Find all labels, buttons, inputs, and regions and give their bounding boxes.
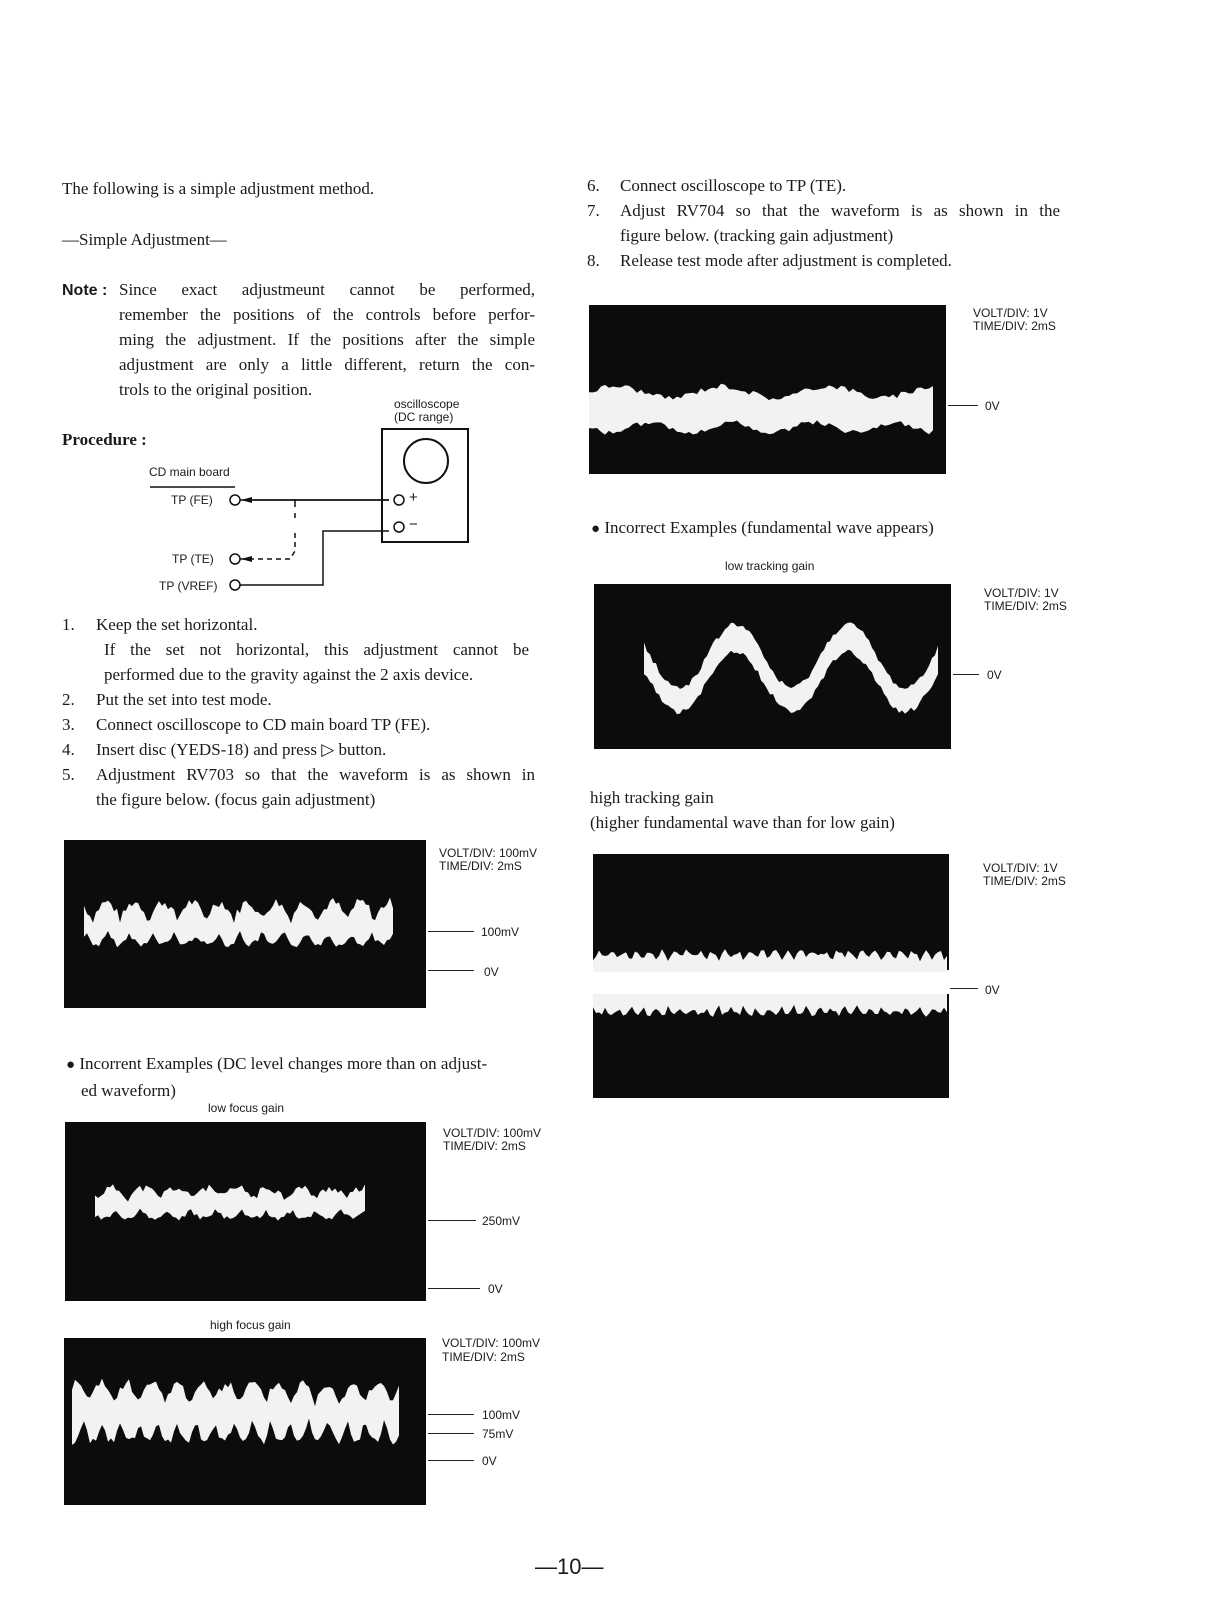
step-text: Connect oscilloscope to TP (TE).	[620, 176, 847, 195]
time-div-label: TIME/DIV: 2mS	[984, 599, 1067, 613]
scope-waveform	[64, 1338, 426, 1505]
time-div-label: TIME/DIV: 2mS	[439, 859, 522, 873]
scope-focus-adjusted	[64, 840, 426, 1008]
plus-terminal: +	[409, 489, 418, 506]
high-focus-caption: high focus gain	[210, 1318, 291, 1332]
step-item	[587, 173, 1067, 198]
page-number: —10—	[535, 1554, 604, 1579]
scope-waveform	[65, 1122, 426, 1301]
low-tracking-caption: low tracking gain	[725, 559, 815, 573]
step-text: performed due to the gravity against the 2 axis device.	[104, 665, 474, 684]
level-tick	[428, 1288, 480, 1289]
scope-low-focus-gain	[65, 1122, 426, 1301]
step-item	[62, 712, 542, 737]
dc-range-label: (DC range)	[394, 410, 454, 424]
intro-text: The following is a simple adjustment method.	[62, 179, 375, 198]
scope-high-focus-gain	[64, 1338, 426, 1505]
time-div-label: TIME/DIV: 2mS	[442, 1350, 525, 1364]
tp-fe-label: TP (FE)	[171, 493, 213, 507]
level-label: 0V	[985, 983, 1000, 997]
level-label: 0V	[482, 1454, 497, 1468]
tp-te-label: TP (TE)	[172, 552, 214, 566]
connection-diagram	[140, 395, 480, 600]
time-div-label: TIME/DIV: 2mS	[973, 319, 1056, 333]
procedure-heading: Procedure :	[62, 430, 147, 449]
incorrect-examples-focus	[66, 1051, 487, 1103]
scope-waveform	[593, 854, 949, 1098]
level-label: 100mV	[481, 925, 520, 939]
note-label: Note :	[62, 282, 108, 299]
step-item	[587, 198, 1067, 248]
note-line: adjustment are only a little different, return the con-	[119, 355, 535, 374]
steps-left	[62, 612, 542, 812]
scope-waveform	[589, 305, 946, 474]
step-item	[62, 687, 542, 712]
step-number: 2.	[62, 690, 75, 709]
level-label: 0V	[985, 399, 1000, 413]
level-label: 0V	[987, 668, 1002, 682]
level-tick	[428, 970, 474, 971]
step-text: Connect oscilloscope to CD main board TP (FE).	[96, 715, 431, 734]
time-div-label: TIME/DIV: 2mS	[983, 874, 1066, 888]
section-heading: —Simple Adjustment—	[62, 230, 227, 249]
step-number: 4.	[62, 740, 75, 759]
step-text: Adjust RV704 so that the waveform is as shown in the	[620, 201, 1060, 220]
scope-waveform	[594, 584, 951, 749]
level-tick	[428, 931, 474, 932]
scope-low-tracking-gain	[594, 584, 951, 749]
scope-high-tracking-gain	[593, 854, 949, 1098]
volt-div-label: VOLT/DIV: 100mV	[439, 846, 538, 860]
board-label: CD main board	[149, 465, 230, 479]
step-item	[62, 762, 542, 812]
step-item	[62, 612, 542, 637]
tp-vref-label: TP (VREF)	[159, 579, 218, 593]
step-item	[587, 248, 1067, 273]
caption-line: high tracking gain	[590, 788, 714, 807]
level-label: 0V	[484, 965, 499, 979]
volt-div-label: VOLT/DIV: 1V	[973, 306, 1048, 320]
bullet-icon: ●	[591, 521, 601, 537]
level-tick	[428, 1460, 474, 1461]
level-label: 250mV	[482, 1214, 521, 1228]
note-line: ming the adjustment. If the positions after the simple	[119, 330, 535, 349]
step-text: Keep the set horizontal.	[96, 615, 258, 634]
time-div-label: TIME/DIV: 2mS	[443, 1139, 526, 1153]
note-line: trols to the original position.	[119, 380, 313, 399]
step-item	[62, 737, 542, 762]
step-text: Release test mode after adjustment is completed.	[620, 251, 952, 270]
note-line: remember the positions of the controls before perfor-	[119, 305, 535, 324]
step-number: 8.	[587, 251, 600, 270]
low-focus-caption: low focus gain	[208, 1101, 285, 1115]
step-text: figure below. (tracking gain adjustment)	[620, 226, 894, 245]
step-text: If the set not horizontal, this adjustment cannot be	[104, 640, 529, 659]
level-tick	[428, 1414, 474, 1415]
step-number: 6.	[587, 176, 600, 195]
incorrect-examples-tracking	[591, 515, 934, 542]
step-number: 1.	[62, 615, 75, 634]
incorrect-text: ed waveform)	[81, 1081, 176, 1100]
caption-line: (higher fundamental wave than for low gain)	[590, 813, 895, 832]
minus-terminal: −	[409, 516, 418, 533]
scope-waveform	[64, 840, 426, 1008]
note-line: Since exact adjustmeunt cannot be performed,	[119, 280, 535, 299]
level-tick	[950, 988, 978, 989]
level-label: 0V	[488, 1282, 503, 1296]
step-item	[62, 637, 542, 687]
oscilloscope-label: oscilloscope	[394, 397, 460, 411]
level-tick	[428, 1433, 474, 1434]
step-text: Put the set into test mode.	[96, 690, 272, 709]
step-number: 7.	[587, 201, 600, 220]
incorrect-text: Incorrent Examples (DC level changes more than on adjust-	[79, 1054, 488, 1073]
step-number: 3.	[62, 715, 75, 734]
step-text: Adjustment RV703 so that the waveform is as shown in	[96, 765, 535, 784]
level-label: 75mV	[482, 1427, 514, 1441]
volt-div-label: VOLT/DIV: 1V	[983, 861, 1058, 875]
steps-right	[587, 173, 1067, 273]
bullet-icon: ●	[66, 1057, 76, 1073]
volt-div-label: VOLT/DIV: 100mV	[443, 1126, 542, 1140]
incorrect-text: Incorrect Examples (fundamental wave appears)	[604, 518, 934, 537]
high-tracking-caption	[590, 785, 895, 835]
level-tick	[953, 674, 979, 675]
level-label: 100mV	[482, 1408, 521, 1422]
volt-div-label: VOLT/DIV: 100mV	[442, 1336, 541, 1350]
volt-div-label: VOLT/DIV: 1V	[984, 586, 1059, 600]
scope-tracking-adjusted	[589, 305, 946, 474]
step-text: the figure below. (focus gain adjustment)	[96, 790, 376, 809]
level-tick	[948, 405, 978, 406]
level-tick	[428, 1220, 476, 1221]
step-text: Insert disc (YEDS-18) and press ▷ button.	[96, 740, 387, 759]
note-text	[119, 277, 535, 402]
step-number: 5.	[62, 765, 75, 784]
